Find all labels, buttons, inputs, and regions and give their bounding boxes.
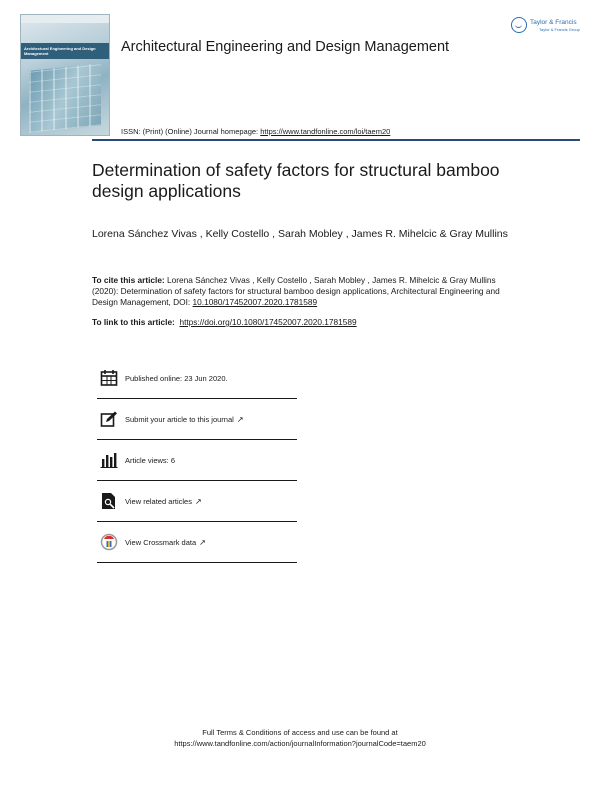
- article-views-item: [97, 440, 297, 481]
- journal-homepage-link[interactable]: https://www.tandfonline.com/loi/taem20: [260, 127, 391, 136]
- submit-article-label: Submit your article to this journal: [125, 414, 234, 424]
- citation-block: [92, 275, 512, 308]
- article-link-label: To link to this article:: [92, 317, 175, 327]
- related-articles-label: View related articles: [125, 496, 192, 506]
- publisher-logo[interactable]: [511, 17, 583, 37]
- crossmark-item[interactable]: [97, 522, 297, 563]
- publisher-logo-text: Taylor & Francis: [530, 19, 577, 26]
- footer-terms-link[interactable]: https://www.tandfonline.com/action/journalInformation?journalCode=taem20: [174, 739, 426, 748]
- submit-article-link[interactable]: [125, 415, 244, 424]
- article-link-line: [92, 317, 357, 327]
- footer-terms-text: Full Terms & Conditions of access and use can be found at: [202, 728, 398, 737]
- crossmark-label: View Crossmark data: [125, 537, 197, 547]
- header-divider: [92, 139, 580, 141]
- article-views-text: Article views: 6: [125, 455, 176, 465]
- doi-link[interactable]: 10.1080/17452007.2020.1781589: [192, 297, 318, 307]
- cover-building-graphic: [29, 63, 101, 133]
- citation-text: Lorena Sánchez Vivas , Kelly Costello , Sarah Mobley , James R. Mihelcic & Gray Mullins (2020): Determination of safety factors for structural bamboo design applications, Architectural Engineering and Design Management, DOI:: [92, 275, 500, 307]
- journal-cover-image: [20, 14, 110, 136]
- related-articles-item[interactable]: [97, 481, 297, 522]
- article-info-list: [97, 358, 297, 563]
- crossmark-link[interactable]: [125, 538, 206, 547]
- search-document-icon: [100, 492, 118, 510]
- citation-label: To cite this article:: [92, 275, 165, 285]
- bar-chart-icon: [100, 451, 118, 469]
- external-link-icon: ↗: [194, 496, 202, 506]
- journal-title: Architectural Engineering and Design Management: [121, 39, 450, 55]
- issn-label: ISSN: (Print) (Online) Journal homepage:: [121, 127, 259, 136]
- issn-line: [121, 127, 390, 136]
- article-title: Determination of safety factors for structural bamboo design applications: [92, 160, 500, 201]
- published-online-text: Published online: 23 Jun 2020.: [125, 373, 228, 383]
- submit-article-item[interactable]: [97, 399, 297, 440]
- calendar-icon: [100, 369, 118, 387]
- edit-icon: [100, 410, 118, 428]
- publisher-logo-icon: [511, 17, 527, 33]
- external-link-icon: ↗: [236, 414, 244, 424]
- external-link-icon: ↗: [199, 537, 206, 547]
- footer: [0, 727, 600, 749]
- cover-top-strip: [21, 15, 109, 23]
- cover-title-text: Architectural Engineering and Design Management: [24, 46, 96, 56]
- crossmark-icon: [100, 533, 118, 551]
- article-doi-url[interactable]: https://doi.org/10.1080/17452007.2020.1781589: [179, 317, 357, 327]
- related-articles-link[interactable]: [125, 497, 202, 506]
- article-authors: Lorena Sánchez Vivas , Kelly Costello , Sarah Mobley , James R. Mihelcic & Gray Mullins: [92, 228, 508, 240]
- publisher-logo-subtext: Taylor & Francis Group: [539, 27, 580, 32]
- published-online-item: [97, 358, 297, 399]
